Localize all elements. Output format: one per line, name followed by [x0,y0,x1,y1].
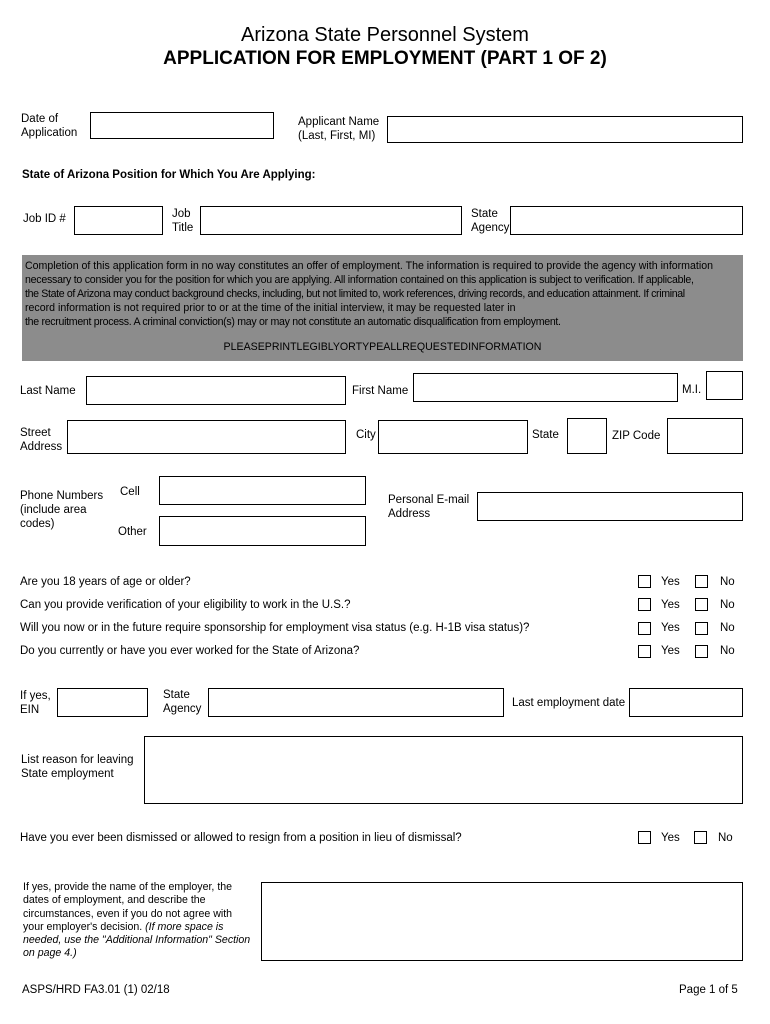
zip-code-label: ZIP Code [612,430,661,442]
reason-for-leaving-field[interactable] [144,736,743,804]
dismissal-question-text: Have you ever been dismissed or allowed to resign from a position in lieu of dismissal? [20,832,462,844]
state-agency-label: State Agency [471,208,510,234]
yes-label: Yes [661,622,680,634]
job-id-field[interactable] [74,206,163,235]
applicant-name-field[interactable] [387,116,743,143]
dismissal-yes-label: Yes [661,832,680,844]
dismissal-yes-checkbox[interactable] [638,831,651,844]
notice-line: Completion of this application form in no way constitutes an offer of employment. The information is required to provide the agency with information [25,260,713,272]
other-phone-label: Other [118,526,147,538]
first-name-field[interactable] [413,373,678,402]
street-address-field[interactable] [67,420,346,454]
middle-initial-field[interactable] [706,371,743,400]
no-label: No [720,576,735,588]
street-address-label: Street Address [20,427,63,453]
yes-label: Yes [661,645,680,657]
page-number: Page 1 of 5 [679,984,738,996]
ein-field[interactable] [57,688,148,717]
print-instruction: PLEASEPRINTLEGIBLYORTYPEALLREQUESTEDINFORMATION [223,341,542,353]
date-of-application-label: Date of Application [21,113,78,139]
yes-checkbox[interactable] [638,598,651,611]
date-of-application-field[interactable] [90,112,274,139]
question-text: Are you 18 years of age or older? [20,576,191,588]
applicant-name-label: Applicant Name (Last, First, MI) [298,116,380,142]
former-agency-label: State Agency [163,689,202,715]
first-name-label: First Name [352,385,409,397]
no-checkbox[interactable] [695,645,708,658]
job-title-field[interactable] [200,206,462,235]
position-heading: State of Arizona Position for Which You Are Applying: [22,169,316,181]
dismissal-no-checkbox[interactable] [694,831,707,844]
question-text: Can you provide verification of your eligibility to work in the U.S.? [20,599,351,611]
last-employment-date-field[interactable] [629,688,743,717]
last-employment-date-label: Last employment date [512,697,626,709]
form-subtitle: APPLICATION FOR EMPLOYMENT (PART 1 OF 2) [163,48,607,69]
other-phone-field[interactable] [159,516,366,546]
state-field[interactable] [567,418,607,454]
yes-checkbox[interactable] [638,622,651,635]
no-label: No [720,622,735,634]
notice-line: record information is not required prior to or at the time of the initial interview, it may be requested later in [25,302,516,314]
form-id: ASPS/HRD FA3.01 (1) 02/18 [22,984,170,996]
state-label: State [532,429,559,441]
yes-label: Yes [661,576,680,588]
question-text: Do you currently or have you ever worked for the State of Arizona? [20,645,360,657]
question-text: Will you now or in the future require sponsorship for employment visa status (e.g. H-1B visa status)? [20,622,530,634]
city-field[interactable] [378,420,528,454]
reason-for-leaving-label: List reason for leaving State employment [21,754,134,780]
last-name-label: Last Name [20,385,76,397]
cell-phone-label: Cell [120,486,140,498]
notice-line: the State of Arizona may conduct background checks, including, but not limited to, work references, driving records, and education attainment. If criminal [25,288,685,300]
notice-panel [22,255,743,361]
job-id-label: Job ID # [23,213,66,225]
dismissal-no-label: No [718,832,733,844]
no-checkbox[interactable] [695,598,708,611]
yes-label: Yes [661,599,680,611]
ein-label: If yes, EIN [20,690,51,716]
state-agency-field[interactable] [510,206,743,235]
no-label: No [720,599,735,611]
notice-line: necessary to consider you for the position for which you are applying. All information contained on this application is subject to verification. If applicable, [25,274,694,286]
email-label: Personal E-mail Address [388,494,470,520]
yes-checkbox[interactable] [638,575,651,588]
job-title-label: Job Title [172,208,194,234]
former-agency-field[interactable] [208,688,504,717]
yes-checkbox[interactable] [638,645,651,658]
last-name-field[interactable] [86,376,346,405]
no-checkbox[interactable] [695,622,708,635]
dismissal-explain-field[interactable] [261,882,743,961]
middle-initial-label: M.I. [682,384,702,396]
dismissal-explain-label: If yes, provide the name of the employer, the dates of employment, and describe the circumstances, even if you do not agree with your employer's decision. (If more space is needed, use the "Additional Information" Section on page 4.) [23,881,251,960]
notice-line: the recruitment process. A criminal conviction(s) may or may not constitute an automatic disqualification from employment. [25,316,561,328]
form-title: Arizona State Personnel System [241,24,529,46]
city-label: City [356,429,376,441]
cell-phone-field[interactable] [159,476,366,505]
no-label: No [720,645,735,657]
email-field[interactable] [477,492,743,521]
no-checkbox[interactable] [695,575,708,588]
zip-code-field[interactable] [667,418,743,454]
phone-numbers-label: Phone Numbers (include area codes) [20,490,104,530]
